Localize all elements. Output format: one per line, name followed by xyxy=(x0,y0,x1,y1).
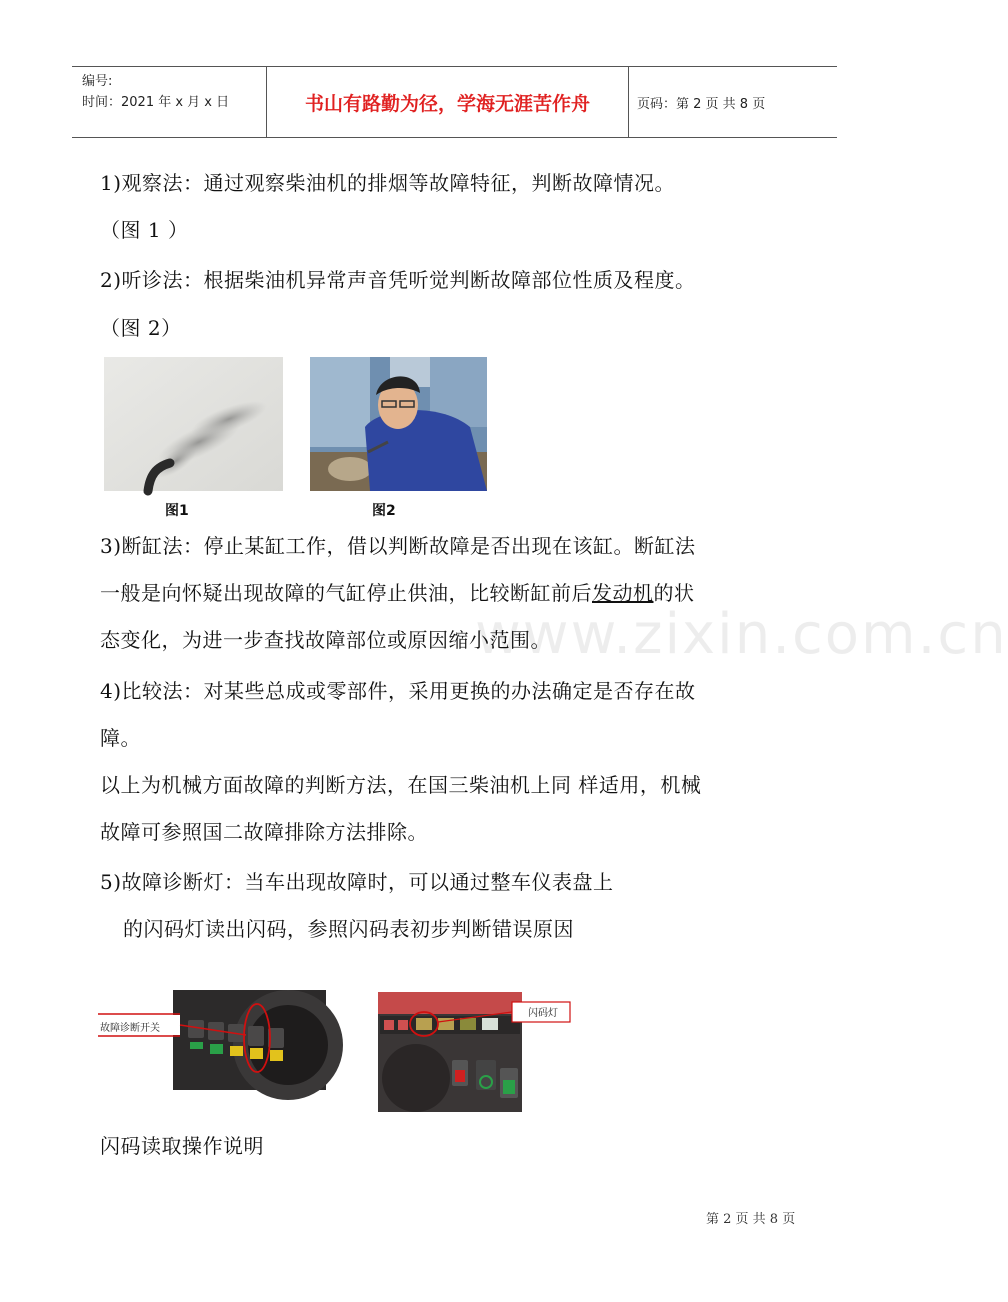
para-summary: 以上为机械方面故障的判断方法，在国三柴油机上同 样适用，机械 xyxy=(100,773,702,797)
para-listen: 2)听诊法：根据柴油机异常声音凭听觉判断故障部位性质及程度。 xyxy=(100,268,696,292)
para-observe: 1)观察法：通过观察柴油机的排烟等故障特征，判断故障情况。 xyxy=(100,171,676,195)
page-label: 页码：第 2 页 共 8 页 xyxy=(637,97,766,112)
figure-flash-code-lamp xyxy=(376,988,570,1112)
figure-2-mechanic-listening xyxy=(310,357,487,491)
fig2-ref: （图 2） xyxy=(100,316,182,340)
header-page-cell xyxy=(629,67,837,137)
para-summary-2: 故障可参照国二故障排除方法排除。 xyxy=(100,820,428,844)
para-compare: 4)比较法：对某些总成或零部件，采用更换的办法确定是否存在故 xyxy=(100,679,696,703)
figure-2-caption: 图2 xyxy=(372,503,396,519)
engine-link[interactable]: 发动机 xyxy=(592,581,654,605)
para-cylinder-cut-2a: 一般是向怀疑出现故障的气缸停止供油，比较断缸前后 xyxy=(100,581,592,605)
para-compare-2: 障。 xyxy=(100,726,141,750)
motto: 书山有路勤为径，学海无涯苦作舟 xyxy=(304,93,590,115)
fig1-ref: （图 1 ） xyxy=(100,218,189,242)
figure-1-caption: 图1 xyxy=(165,503,189,519)
figure-diagnostic-switch xyxy=(98,990,326,1090)
time-label: 时间：2021 年 x 月 x 日 xyxy=(82,95,230,110)
para-cylinder-cut: 3)断缸法：停止某缸工作，借以判断故障是否出现在该缸。断缸法 xyxy=(100,534,696,558)
para-cylinder-cut-2c: 的状 xyxy=(653,581,695,605)
watermark: www.zixin.com.cn xyxy=(475,602,1008,667)
callout-flash-lamp: 闪码灯 xyxy=(528,1008,558,1019)
para-cylinder-cut-3: 态变化，为进一步查找故障部位或原因缩小范围。 xyxy=(100,628,551,652)
number-label: 编号: xyxy=(82,74,113,89)
header-motto-cell xyxy=(267,67,629,137)
section-flash-code-reading: 闪码读取操作说明 xyxy=(100,1134,264,1158)
page-footer: 第 2 页 共 8 页 xyxy=(706,1212,796,1227)
header-meta-cell xyxy=(72,67,267,137)
callout-diag-switch: 故障诊断开关 xyxy=(100,1023,160,1034)
figure-1-exhaust-smoke xyxy=(104,357,283,491)
para-diag-lamp-2: 的闪码灯读出闪码，参照闪码表初步判断错误原因 xyxy=(123,917,574,941)
para-diag-lamp: 5)故障诊断灯：当车出现故障时，可以通过整车仪表盘上 xyxy=(100,870,614,894)
page-header xyxy=(72,66,837,138)
